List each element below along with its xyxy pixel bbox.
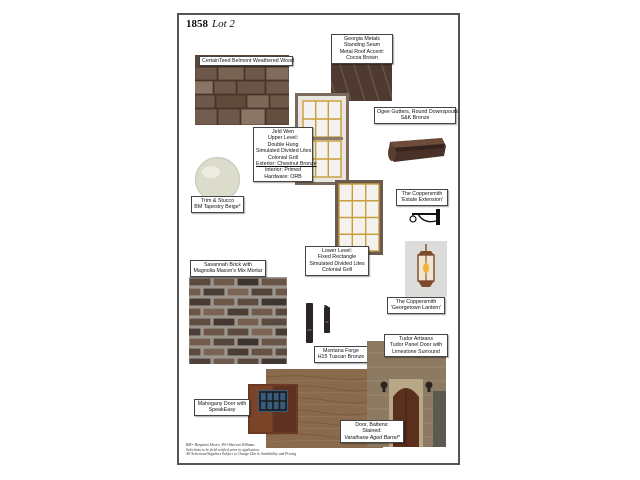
label-line: H15 Tuscan Bronze xyxy=(317,354,365,361)
label-line: The Coppersmith xyxy=(401,191,443,197)
label-line: Tudor Artisans xyxy=(399,336,433,342)
label-line: Georgia Metals xyxy=(344,36,380,42)
gutter-swatch xyxy=(384,136,448,168)
label-line: CertainTeed Belmont Weathered Wood xyxy=(202,58,294,64)
label-tudor-door xyxy=(384,334,448,357)
label-line: Lower Level: xyxy=(321,248,353,254)
label-coppersmith-lantern xyxy=(387,297,445,314)
label-window-lower xyxy=(305,246,369,276)
footer-notes xyxy=(186,443,296,457)
label-montana-forge xyxy=(314,346,368,363)
footer-line: All Selections/Suppliers Subject to Change Due to Availability and Pricing xyxy=(186,452,297,457)
estate-extension-swatch xyxy=(406,206,446,230)
lot-label: Lot 2 xyxy=(212,18,235,30)
label-line: Varathane Aged Barrel* xyxy=(344,434,400,441)
label-line: Tudor Panel Door with xyxy=(389,342,443,349)
montana-forge-swatch xyxy=(304,301,336,345)
label-line: Montana Forge xyxy=(323,348,359,354)
lot-number: 1858 xyxy=(186,18,208,30)
lantern-swatch xyxy=(405,241,447,297)
label-line: Colonial Grill xyxy=(321,267,353,274)
label-gutters xyxy=(374,107,456,124)
label-line: Interior: Primed xyxy=(264,167,302,174)
label-line: S&K Bronze xyxy=(400,115,430,122)
label-line: Upper Level: xyxy=(267,135,299,142)
label-shingle xyxy=(199,56,293,66)
label-brick xyxy=(190,260,266,277)
footer-line: Selections to be field verified prior to application. xyxy=(186,447,260,452)
window-lower-swatch xyxy=(335,180,383,255)
label-line: Door, Battens: xyxy=(355,422,389,428)
label-window-upper xyxy=(253,127,317,182)
label-line: Cocoa Brown xyxy=(346,55,378,62)
label-mahogany-door xyxy=(194,399,250,416)
label-line: Trim & Stucco xyxy=(200,198,235,204)
label-line: Double Hung xyxy=(267,141,299,148)
label-line: Jeld Wen xyxy=(272,129,294,135)
label-door-battens xyxy=(340,420,404,443)
label-roof-metal xyxy=(331,34,393,64)
label-line: Limestone Surround xyxy=(392,348,440,355)
label-line: BM Tapestry Beige* xyxy=(194,204,241,211)
label-line: SpeakEasy xyxy=(208,407,236,414)
brick-swatch xyxy=(189,277,287,364)
label-line: 'Estate Extension' xyxy=(401,197,443,204)
label-line: Standing Seam xyxy=(343,42,381,49)
label-line: Mahogany Door with xyxy=(197,401,247,407)
footer-line: BM= Benjamin Moore, SW=Sherwin Williams xyxy=(186,443,255,447)
label-line: Simulated Divided Lites xyxy=(309,260,365,267)
label-line: Exterior: Chestnut Bronze xyxy=(256,161,317,168)
label-coppersmith-estate xyxy=(396,189,448,206)
label-trim xyxy=(191,196,244,213)
mahogany-door-swatch xyxy=(248,384,298,434)
label-line: 'Georgetown Lantern' xyxy=(390,305,442,312)
label-line: Stained: xyxy=(362,428,382,435)
label-line: Savannah Brick with xyxy=(204,262,252,268)
label-line: Ogee Gutters, Round Downspouts xyxy=(377,109,458,115)
label-line: Simulated Divided Lites xyxy=(256,148,312,155)
label-line: Colonial Grill xyxy=(267,154,299,161)
label-line: The Coppersmith xyxy=(395,299,437,305)
label-line: Fixed Rectangle xyxy=(317,254,357,261)
label-line: Magnolia Mason's Mix Mortar xyxy=(193,268,263,275)
label-line: Hardware: ORB xyxy=(264,173,302,180)
board-title xyxy=(186,18,235,30)
label-line: Metal Roof Accent: xyxy=(339,48,385,55)
